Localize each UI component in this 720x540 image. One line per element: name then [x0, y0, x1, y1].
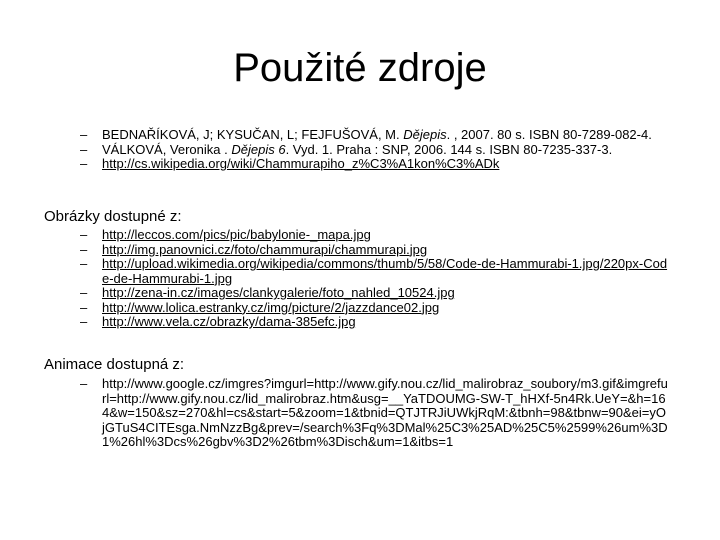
source-authors: VÁLKOVÁ, Veronika . — [102, 141, 232, 157]
image-link[interactable]: http://leccos.com/pics/pic/babylonie-_mapa.jpg — [102, 227, 371, 242]
source-details: . Vyd. 1. Praha : SNP, 2006. 144 s. ISBN 80-7235-337-3. — [285, 141, 613, 157]
image-link[interactable]: http://upload.wikimedia.org/wikipedia/commons/thumb/5/58/Code-de-Hammurabi-1.jpg/220px-Code-de-Hammurabi-1.jpg — [102, 256, 668, 286]
images-section — [0, 208, 720, 330]
dash-bullet: – — [80, 141, 88, 157]
image-link-item — [0, 228, 720, 243]
dash-bullet: – — [80, 285, 88, 300]
images-heading: Obrázky dostupné z: — [44, 208, 182, 225]
animation-list — [0, 377, 720, 450]
image-link-item — [0, 286, 720, 301]
source-authors: BEDNAŘÍKOVÁ, J; KYSUČAN, L; FEJFUŠOVÁ, M. — [102, 127, 404, 142]
dash-bullet: – — [80, 376, 88, 391]
sources-list — [0, 128, 720, 172]
animation-link-item — [0, 377, 720, 450]
image-link[interactable]: http://zena-in.cz/images/clankygalerie/foto_nahled_10524.jpg — [102, 285, 455, 300]
dash-bullet: – — [80, 241, 88, 257]
dash-bullet: – — [80, 314, 88, 329]
image-link[interactable]: http://www.lolica.estranky.cz/img/picture/2/jazzdance02.jpg — [102, 299, 440, 315]
dash-bullet: – — [80, 299, 88, 315]
animation-section — [0, 356, 720, 450]
animation-heading: Animace dostupná z: — [44, 356, 185, 373]
dash-bullet: – — [80, 156, 88, 171]
source-item — [0, 143, 720, 158]
animation-url: http://www.google.cz/imgres?imgurl=http://www.gify.nou.cz/lid_malirobraz_soubory/m3.gif&imgrefurl=http://www.gify.nou.cz/lid_malirobraz.htm&usg=__YaTDOUMG-SW-T_hHXf-5n4Rk.UeY=&h=164&w=150&sz=270&hl=cs&start=5&zoom=1&tbnid=QTJTRJiUWkjRqM:&tbnh=98&tbnw=90&ei=yOjGTuS4CITEsga.NmNzzBg&prev=/search%3Fq%3DMal%25C3%25AD%25C5%2599%26um%3D1%26hl%3Dcs%26gbv%3D2%26tbm%3Disch&um=1&itbs=1 — [102, 376, 668, 449]
image-link-item — [0, 257, 720, 286]
source-details: . , 2007. 80 s. ISBN 80-7289-082-4. — [446, 127, 652, 142]
image-link[interactable]: http://img.panovnici.cz/foto/chammurapi/chammurapi.jpg — [102, 241, 428, 257]
dash-bullet: – — [80, 256, 88, 271]
image-link-item — [0, 243, 720, 258]
image-link[interactable]: http://www.vela.cz/obrazky/dama-385efc.jpg — [102, 314, 356, 329]
image-link-item — [0, 301, 720, 316]
source-title: Dějepis — [403, 127, 447, 142]
dash-bullet: – — [80, 227, 88, 242]
source-title: Dějepis 6 — [231, 141, 286, 157]
source-item — [0, 157, 720, 172]
images-list — [0, 228, 720, 330]
dash-bullet: – — [80, 127, 88, 142]
source-link[interactable]: http://cs.wikipedia.org/wiki/Chammurapiho_z%C3%A1kon%C3%ADk — [102, 156, 500, 171]
source-item — [0, 128, 720, 143]
sources-section — [0, 128, 720, 172]
image-link-item — [0, 315, 720, 330]
page-title: Použité zdroje — [233, 46, 487, 90]
